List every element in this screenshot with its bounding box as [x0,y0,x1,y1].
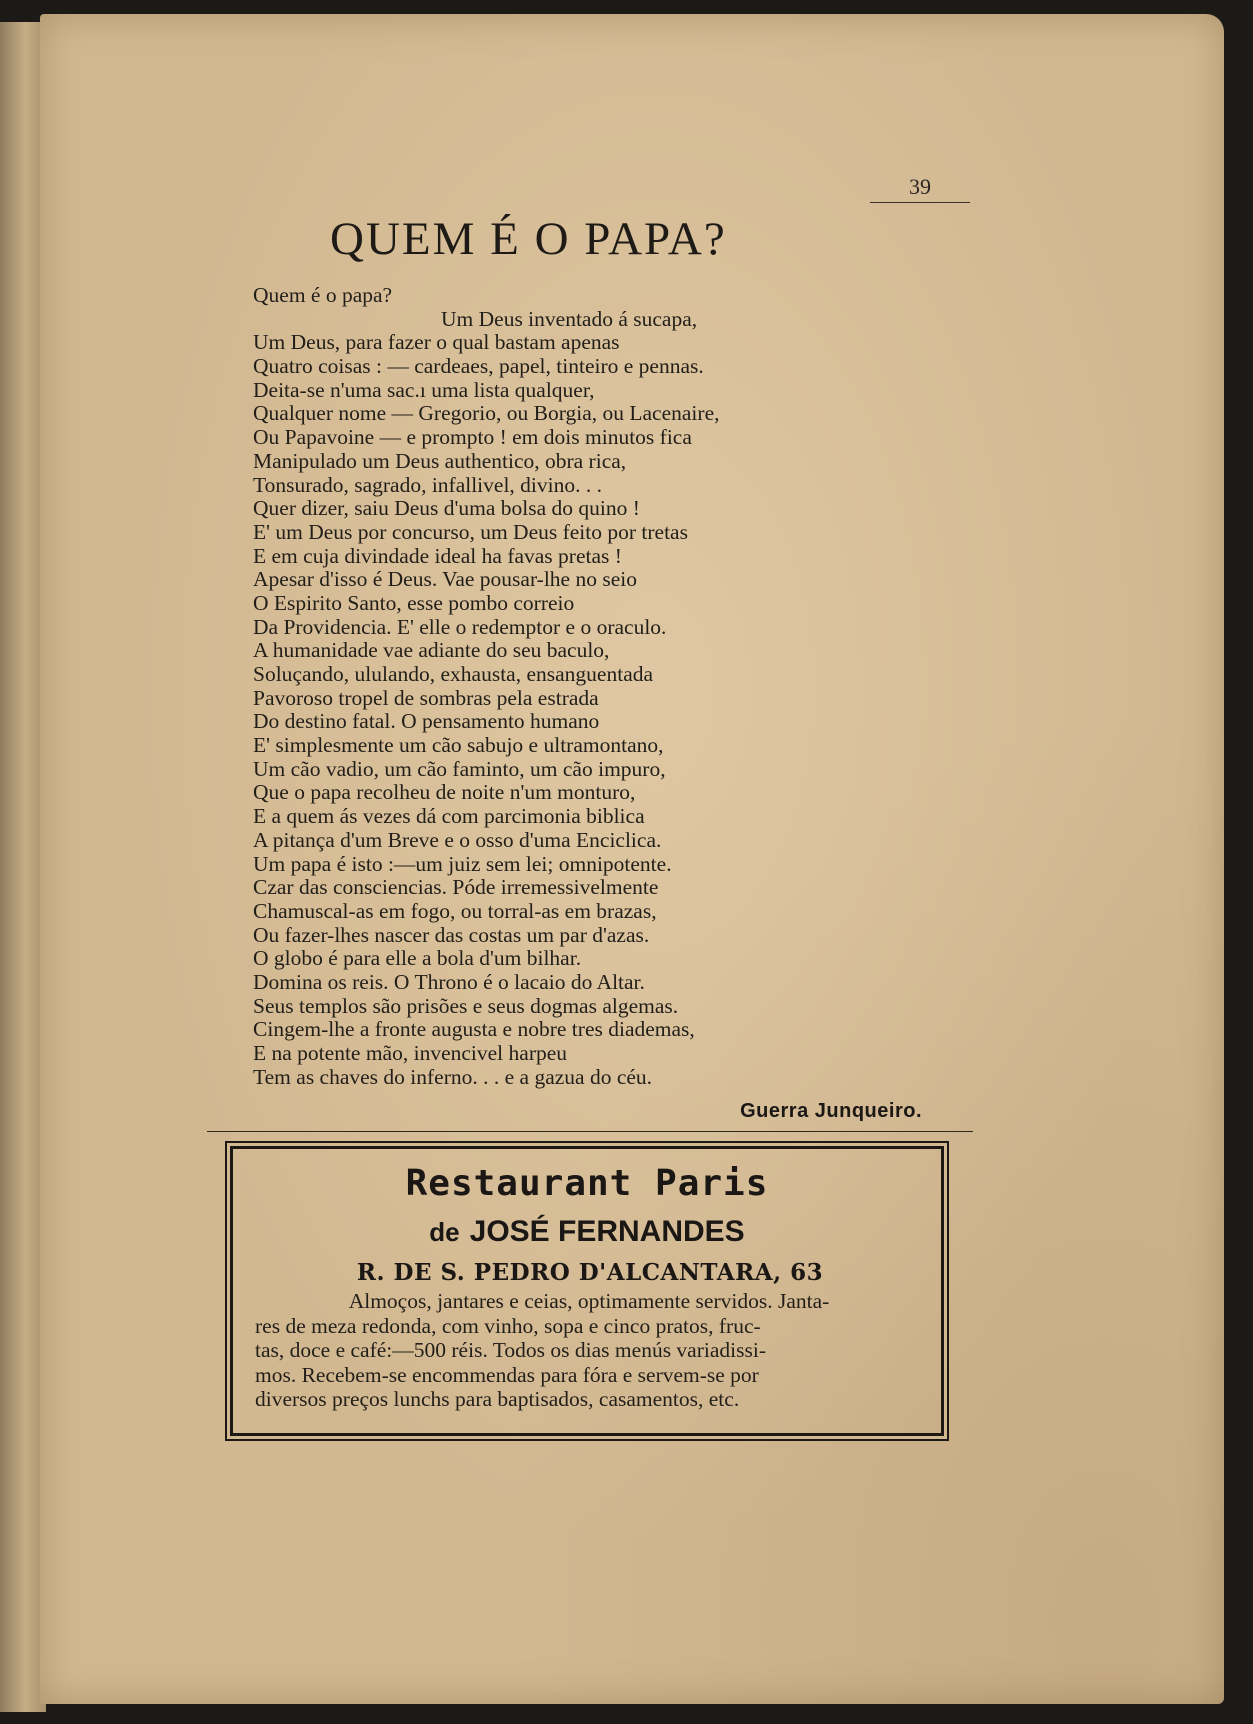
poem-line: Cingem-lhe a fronte augusta e nobre tres diademas, [253,1017,695,1042]
poem-line: E na potente mão, invencivel harpeu [253,1041,568,1065]
ad-owner [233,1215,941,1249]
ad-owner-prefix: de [429,1217,460,1247]
poem-body [253,284,873,1089]
ad-description [255,1289,923,1412]
poem-line: Pavoroso tropel de sombras pela estrada [253,685,599,710]
poem-line: Chamuscal-as em fogo, ou torral-as em brazas, [253,898,657,923]
poem-line: E a quem ás vezes dá com parcimonia biblica [253,804,645,829]
poem-line: Quer dizer, saiu Deus d'uma bolsa do quino ! [253,496,640,521]
poem-line: Ou Papavoine — e prompto ! em dois minutos fica [253,425,692,450]
poem-line: Ou fazer-lhes nascer das costas um par d'azas. [253,922,650,947]
poem-title: QUEM É O PAPA? [330,213,727,265]
poem-line: O Espirito Santo, esse pombo correio [253,590,575,615]
poem-line: Um cão vadio, um cão faminto, um cão impuro, [253,756,666,781]
ad-description-line: res de meza redonda, com vinho, sopa e cinco pratos, fruc- [255,1313,761,1338]
poem-line: Quatro coisas : — cardeaes, papel, tinteiro e pennas. [253,354,704,379]
ad-description-line: tas, doce e café:—500 réis. Todos os dias menús variadissi- [255,1338,766,1362]
ad-description-line: diversos preços lunchs para baptisados, casamentos, etc. [255,1387,740,1411]
poem-line: Qualquer nome — Gregorio, ou Borgia, ou Lacenaire, [253,401,720,426]
poem-line: Do destino fatal. O pensamento humano [253,709,600,734]
poem-line: Tem as chaves do inferno. . . e a gazua do céu. [253,1064,653,1089]
poem-line: A pitança d'um Breve e o osso d'uma Enciclica. [253,827,662,852]
poem-line: E' simplesmente um cão sabujo e ultramontano, [253,733,664,758]
ad-address: R. DE S. PEDRO D'ALCANTARA, 63 [356,1259,824,1286]
poem-line: Domina os reis. O Throno é o lacaio do Altar. [253,969,645,994]
restaurant-advertisement [230,1146,944,1436]
ad-description-line: Almoços, jantares e ceias, optimamente servidos. Janta- [348,1289,830,1313]
poem-line: Quem é o papa? [253,283,393,307]
poem-line: Deita-se n'uma sac.ı uma lista qualquer, [253,377,595,402]
poem-line: E' um Deus por concurso, um Deus feito por tretas [253,519,688,544]
ad-restaurant-name: Restaurant Paris [405,1163,769,1204]
poem-line: E em cuja divindade ideal ha favas pretas ! [253,543,622,568]
ad-description-line: mos. Recebem-se encommendas para fóra e servem-se por [255,1362,759,1387]
poem-line: Um papa é isto :—um juiz sem lei; omnipotente. [253,851,672,876]
poem-line: Soluçando, ululando, exhausta, ensanguentada [253,662,654,686]
poem-author: Guerra Junqueiro. [740,1100,922,1122]
ad-owner-name: JOSÉ FERNANDES [469,1215,745,1248]
poem-line: A humanidade vae adiante do seu baculo, [253,638,610,663]
poem-line: Da Providencia. E' elle o redemptor e o oraculo. [253,614,667,639]
poem-line: O globo é para elle a bola d'um bilhar. [253,946,582,971]
page-number: 39 [870,174,970,203]
poem-line: Tonsurado, sagrado, infallivel, divino. . . [253,472,602,497]
poem-line: Um Deus, para fazer o qual bastam apenas [253,330,620,355]
poem-line: Um Deus inventado á sucapa, [441,306,698,331]
poem-line: Que o papa recolheu de noite n'um monturo, [253,780,636,805]
section-divider [207,1131,973,1132]
poem-line: Czar das consciencias. Póde irremessivelmente [253,875,659,900]
poem-line: Apesar d'isso é Deus. Vae pousar-lhe no seio [253,567,637,592]
poem-line: Seus templos são prisões e seus dogmas algemas. [253,993,679,1018]
poem-line: Manipulado um Deus authentico, obra rica, [253,448,627,473]
